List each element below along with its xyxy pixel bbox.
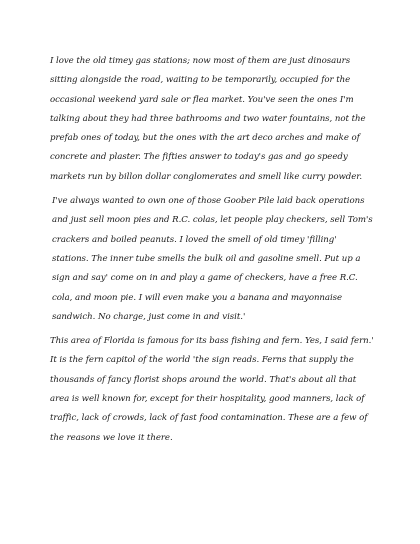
- paragraph-gas-stations: I love the old timey gas stations; now most of them are just dinosaurs sitting alongside the road, waiting to be temporarily, occupied for the occasional weekend yard sale or flea market. You've seen the ones I'm talking about they had three bathrooms and two water fountains, not the prefab ones of today, but the ones with the art deco arches and make of concrete and plaster. The fifties answer to today's gas and go speedy markets run by billon dollar conglomerates and smell like curry powder.: [50, 56, 366, 182]
- document-body: [50, 52, 375, 453]
- paragraph-goober-pile: I've always wanted to own one of those Goober Pile laid back operations and just sell moon pies and R.C. colas, let people play checkers, sell Tom's crackers and boiled peanuts. I loved the smell of old timey 'filling' stations. The inner tube smells the bulk oil and gasoline smell. Put up a sign and say' come on in and play a game of checkers, have a free R.C. cola, and moon pie. I will even make you a banana and mayonnaise sandwich. No charge, just come in and visit.': [52, 196, 373, 322]
- paragraph-florida-fern: This area of Florida is famous for its bass fishing and fern. Yes, I said fern.' It is the fern capitol of the world 'the sign reads. Ferns that supply the thousands of fancy florist shops around the world. That's about all that area is well known for, except for their hospitality, good manners, lack of traffic, lack of crowds, lack of fast food contamination. These are a few of the reasons we love it there.: [50, 336, 374, 443]
